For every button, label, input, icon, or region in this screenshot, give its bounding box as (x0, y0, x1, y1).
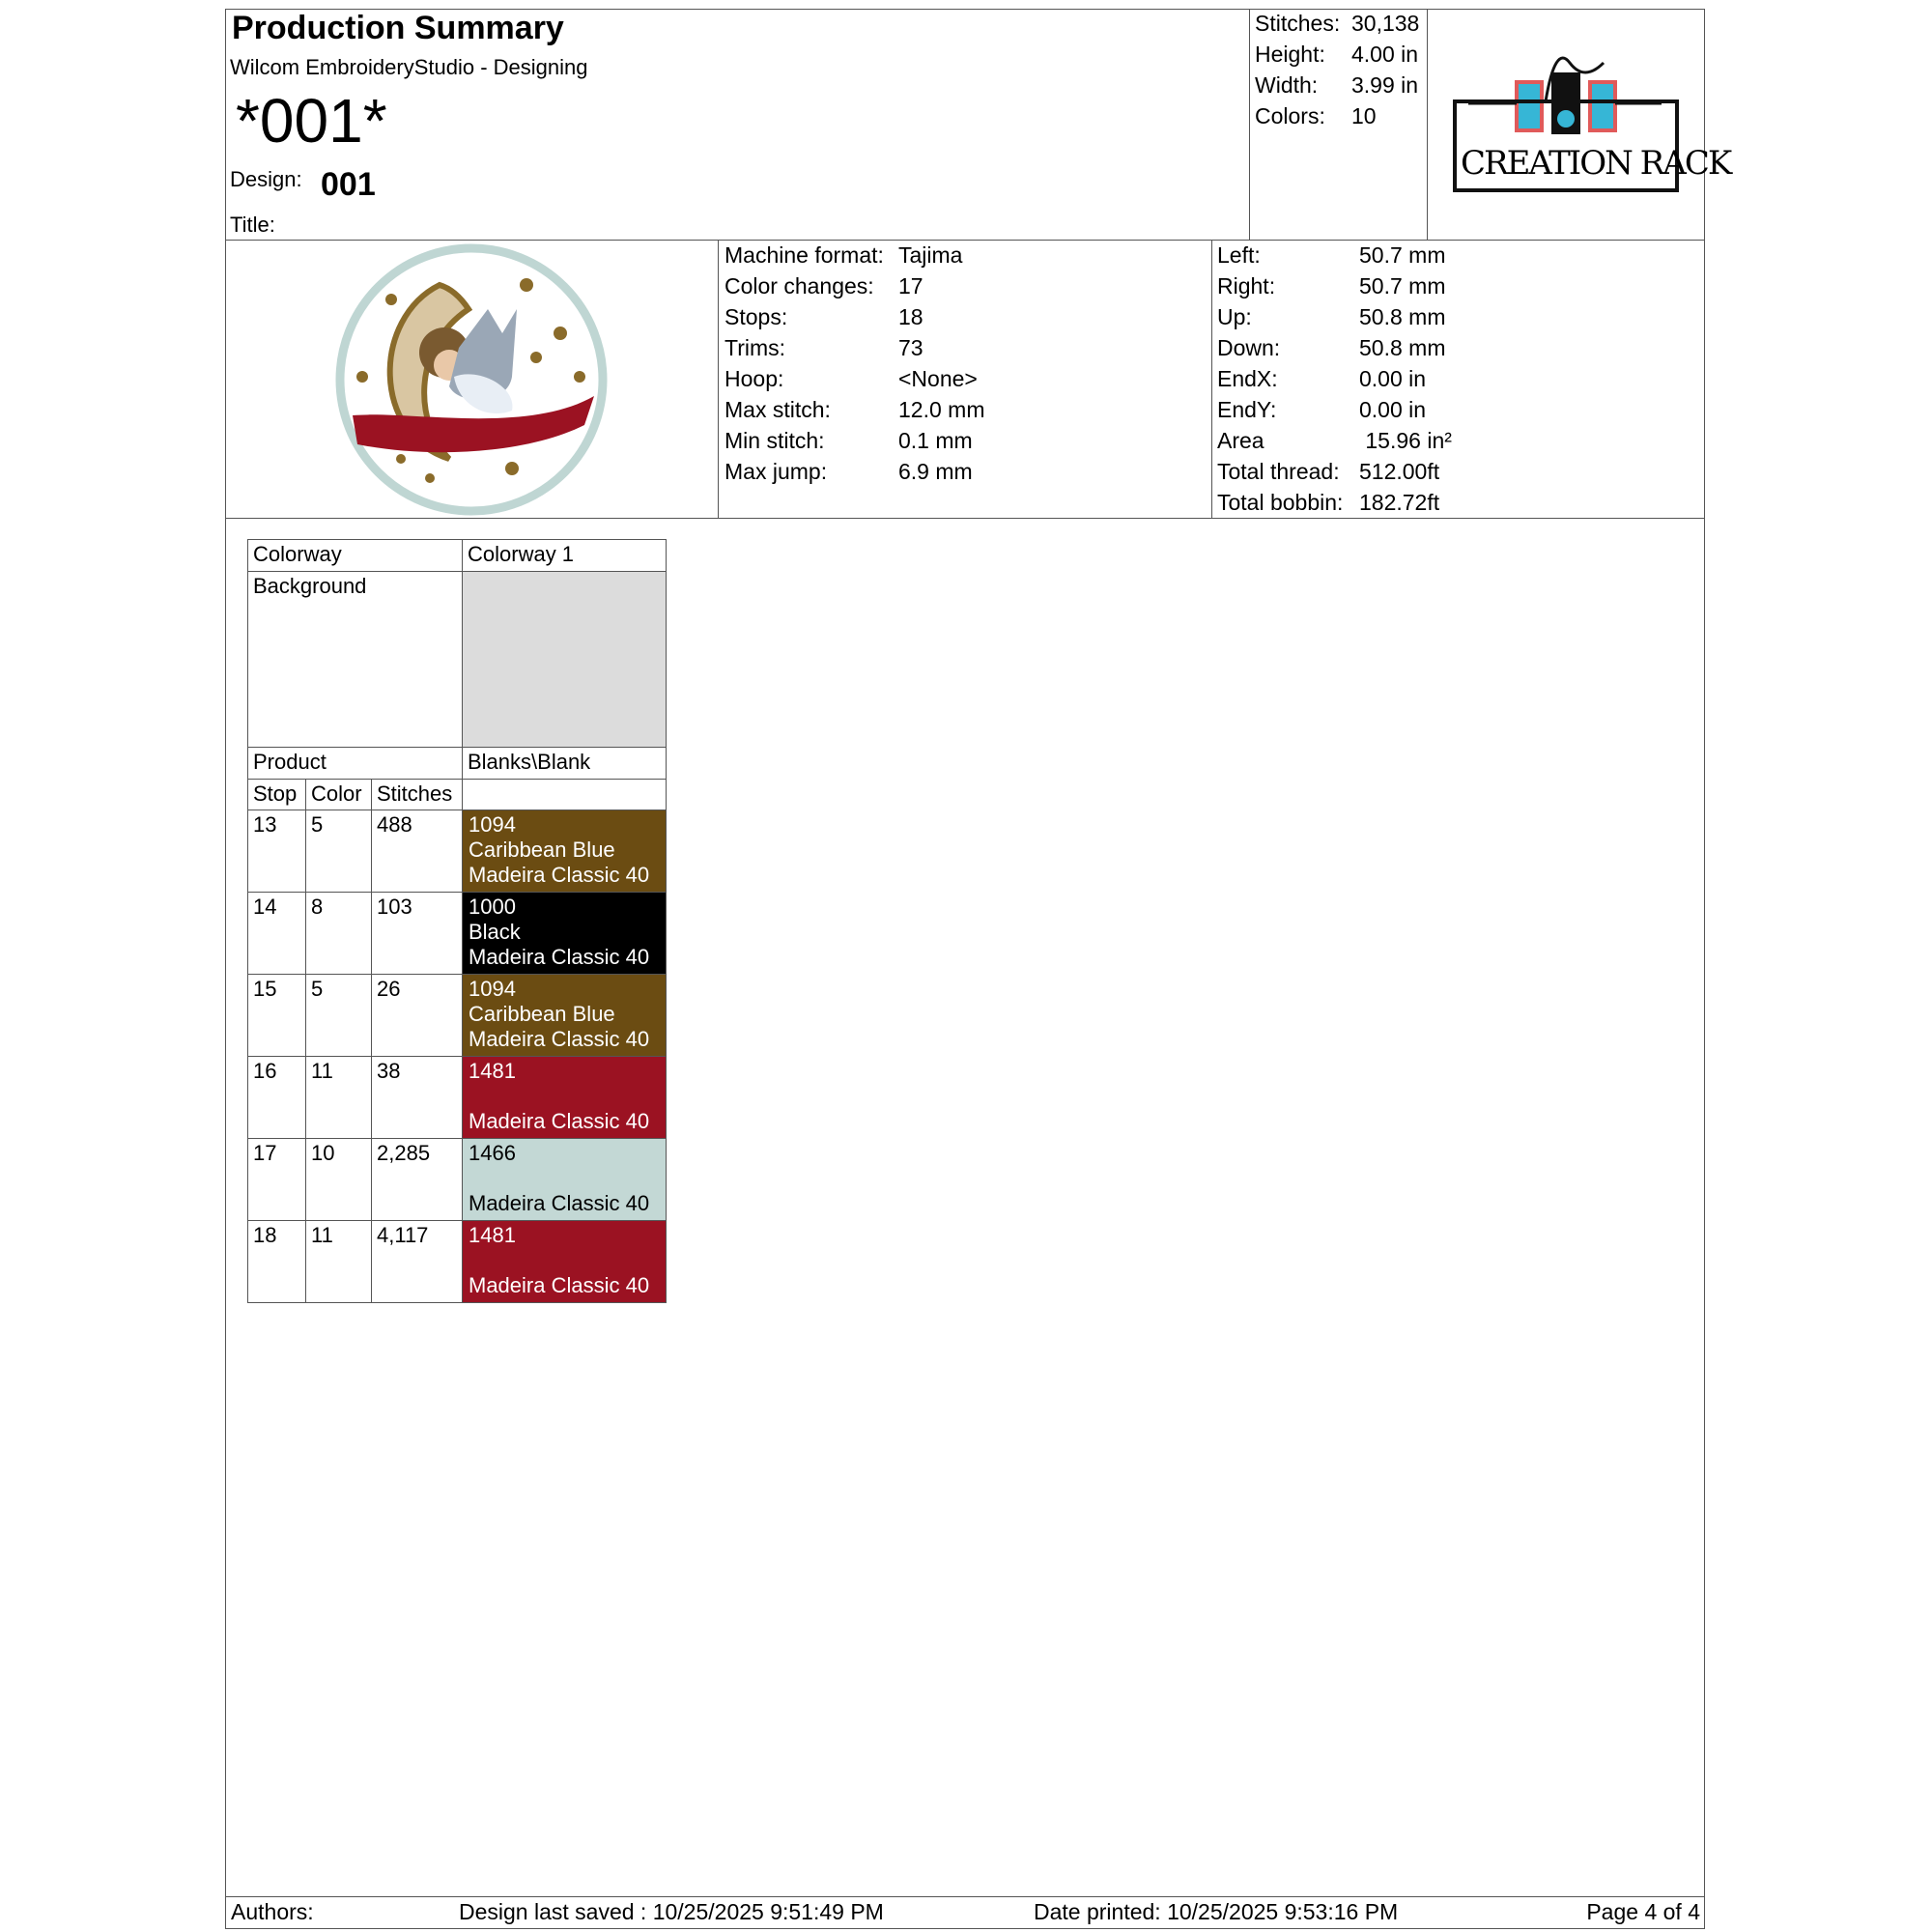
thread-brand: Madeira Classic 40 (469, 1109, 650, 1133)
thread-code: 1481 (469, 1223, 516, 1247)
dimension-row: Down: 50.8 mm (1217, 335, 1446, 360)
stitches-cell: 38 (372, 1057, 463, 1139)
stitches-header: Stitches (372, 780, 463, 810)
stop-row (248, 1221, 667, 1303)
color-cell: 5 (306, 975, 372, 1057)
colorway-table (247, 539, 667, 1303)
thread-name: Caribbean Blue (469, 1002, 615, 1026)
color-header: Color (306, 780, 372, 810)
machine-row: Max jump: 6.9 mm (724, 459, 973, 484)
thread-swatch (463, 1057, 667, 1139)
info-divider (225, 518, 1705, 519)
design-preview (333, 242, 610, 518)
stat-row: Width: 3.99 in (1255, 72, 1419, 98)
machine-row: Color changes: 17 (724, 273, 923, 298)
color-cell: 5 (306, 810, 372, 893)
dimension-row: Up: 50.8 mm (1217, 304, 1446, 329)
stop-row (248, 975, 667, 1057)
footer-divider (225, 1896, 1705, 1897)
colorway-value: Colorway 1 (463, 540, 667, 572)
dimension-row: Total bobbin: 182.72ft (1217, 490, 1440, 515)
product-row (248, 748, 667, 780)
colorway-row (248, 540, 667, 572)
summary-divider-right (1427, 9, 1428, 240)
stop-row (248, 810, 667, 893)
thread-name (469, 1166, 660, 1191)
stat-row: Stitches: 30,138 (1255, 11, 1420, 36)
footer-authors: Authors: (231, 1899, 314, 1924)
preview-divider (718, 240, 719, 518)
machine-row: Min stitch: 0.1 mm (724, 428, 973, 453)
summary-stats (1255, 8, 1419, 131)
creation-rack-logo (1449, 43, 1731, 198)
thread-brand: Madeira Classic 40 (469, 1027, 650, 1051)
machine-row: Max stitch: 12.0 mm (724, 397, 985, 422)
title-label: Title: (230, 213, 275, 237)
stop-cell: 14 (248, 893, 306, 975)
product-label: Product (248, 748, 463, 780)
thread-code: 1000 (469, 895, 516, 919)
stitches-cell: 4,117 (372, 1221, 463, 1303)
software-name: Wilcom EmbroideryStudio - Designing (230, 55, 588, 79)
colorway-label: Colorway (248, 540, 463, 572)
thread-code: 1466 (469, 1141, 516, 1165)
thread-name: Black (469, 920, 521, 944)
stop-cell: 17 (248, 1139, 306, 1221)
background-swatch (463, 572, 667, 748)
stitches-cell: 103 (372, 893, 463, 975)
machine-divider (1211, 240, 1212, 518)
design-label: Design: (230, 167, 302, 191)
thread-swatch (463, 975, 667, 1057)
dimension-row: Left: 50.7 mm (1217, 242, 1446, 268)
stat-row: Height: 4.00 in (1255, 42, 1419, 67)
thread-brand: Madeira Classic 40 (469, 863, 650, 887)
dimension-row: Area 15.96 in² (1217, 428, 1452, 453)
stop-cell: 16 (248, 1057, 306, 1139)
design-id: *001* (236, 86, 387, 156)
design-name: 001 (321, 166, 376, 203)
footer-date-printed: Date printed: 10/25/2025 9:53:16 PM (1034, 1899, 1399, 1924)
stop-header-row (248, 780, 667, 810)
product-value: Blanks\Blank (463, 748, 667, 780)
stop-cell: 13 (248, 810, 306, 893)
thread-name (469, 1084, 660, 1109)
footer-page-number: Page 4 of 4 (1586, 1899, 1700, 1924)
thread-swatch (463, 1139, 667, 1221)
thread-code: 1481 (469, 1059, 516, 1083)
thread-brand: Madeira Classic 40 (469, 1273, 650, 1297)
thread-swatch (463, 810, 667, 893)
background-label: Background (248, 572, 463, 748)
thread-code: 1094 (469, 977, 516, 1001)
stop-row (248, 893, 667, 975)
stat-row: Colors: 10 (1255, 103, 1377, 128)
machine-row: Machine format: Tajima (724, 242, 963, 268)
stop-cell: 18 (248, 1221, 306, 1303)
thread-swatch (463, 1221, 667, 1303)
stitches-cell: 2,285 (372, 1139, 463, 1221)
stop-cell: 15 (248, 975, 306, 1057)
stitches-cell: 488 (372, 810, 463, 893)
thread-header (463, 780, 667, 810)
machine-row: Hoop: <None> (724, 366, 978, 391)
machine-row: Stops: 18 (724, 304, 923, 329)
logo-text: CREATION RACK (1461, 144, 1731, 183)
machine-info (724, 240, 984, 487)
dimension-row: Right: 50.7 mm (1217, 273, 1446, 298)
footer-last-saved: Design last saved : 10/25/2025 9:51:49 PM (459, 1899, 884, 1924)
color-cell: 11 (306, 1221, 372, 1303)
machine-row: Trims: 73 (724, 335, 923, 360)
summary-divider-left (1249, 9, 1250, 240)
dimension-row: Total thread: 512.00ft (1217, 459, 1440, 484)
dimensions-info (1217, 240, 1452, 518)
thread-swatch (463, 893, 667, 975)
stop-header: Stop (248, 780, 306, 810)
stitches-cell: 26 (372, 975, 463, 1057)
stop-rows (248, 810, 667, 1303)
thread-name (469, 1248, 660, 1273)
color-cell: 11 (306, 1057, 372, 1139)
page-title: Production Summary (232, 10, 564, 46)
color-cell: 10 (306, 1139, 372, 1221)
dimension-row: EndX: 0.00 in (1217, 366, 1427, 391)
thread-code: 1094 (469, 812, 516, 837)
color-cell: 8 (306, 893, 372, 975)
thread-brand: Madeira Classic 40 (469, 945, 650, 969)
thread-name: Caribbean Blue (469, 838, 615, 862)
stop-row (248, 1139, 667, 1221)
embroidery-preview-image (333, 242, 610, 518)
background-row (248, 572, 667, 748)
dimension-row: EndY: 0.00 in (1217, 397, 1427, 422)
stop-row (248, 1057, 667, 1139)
thread-brand: Madeira Classic 40 (469, 1191, 650, 1215)
